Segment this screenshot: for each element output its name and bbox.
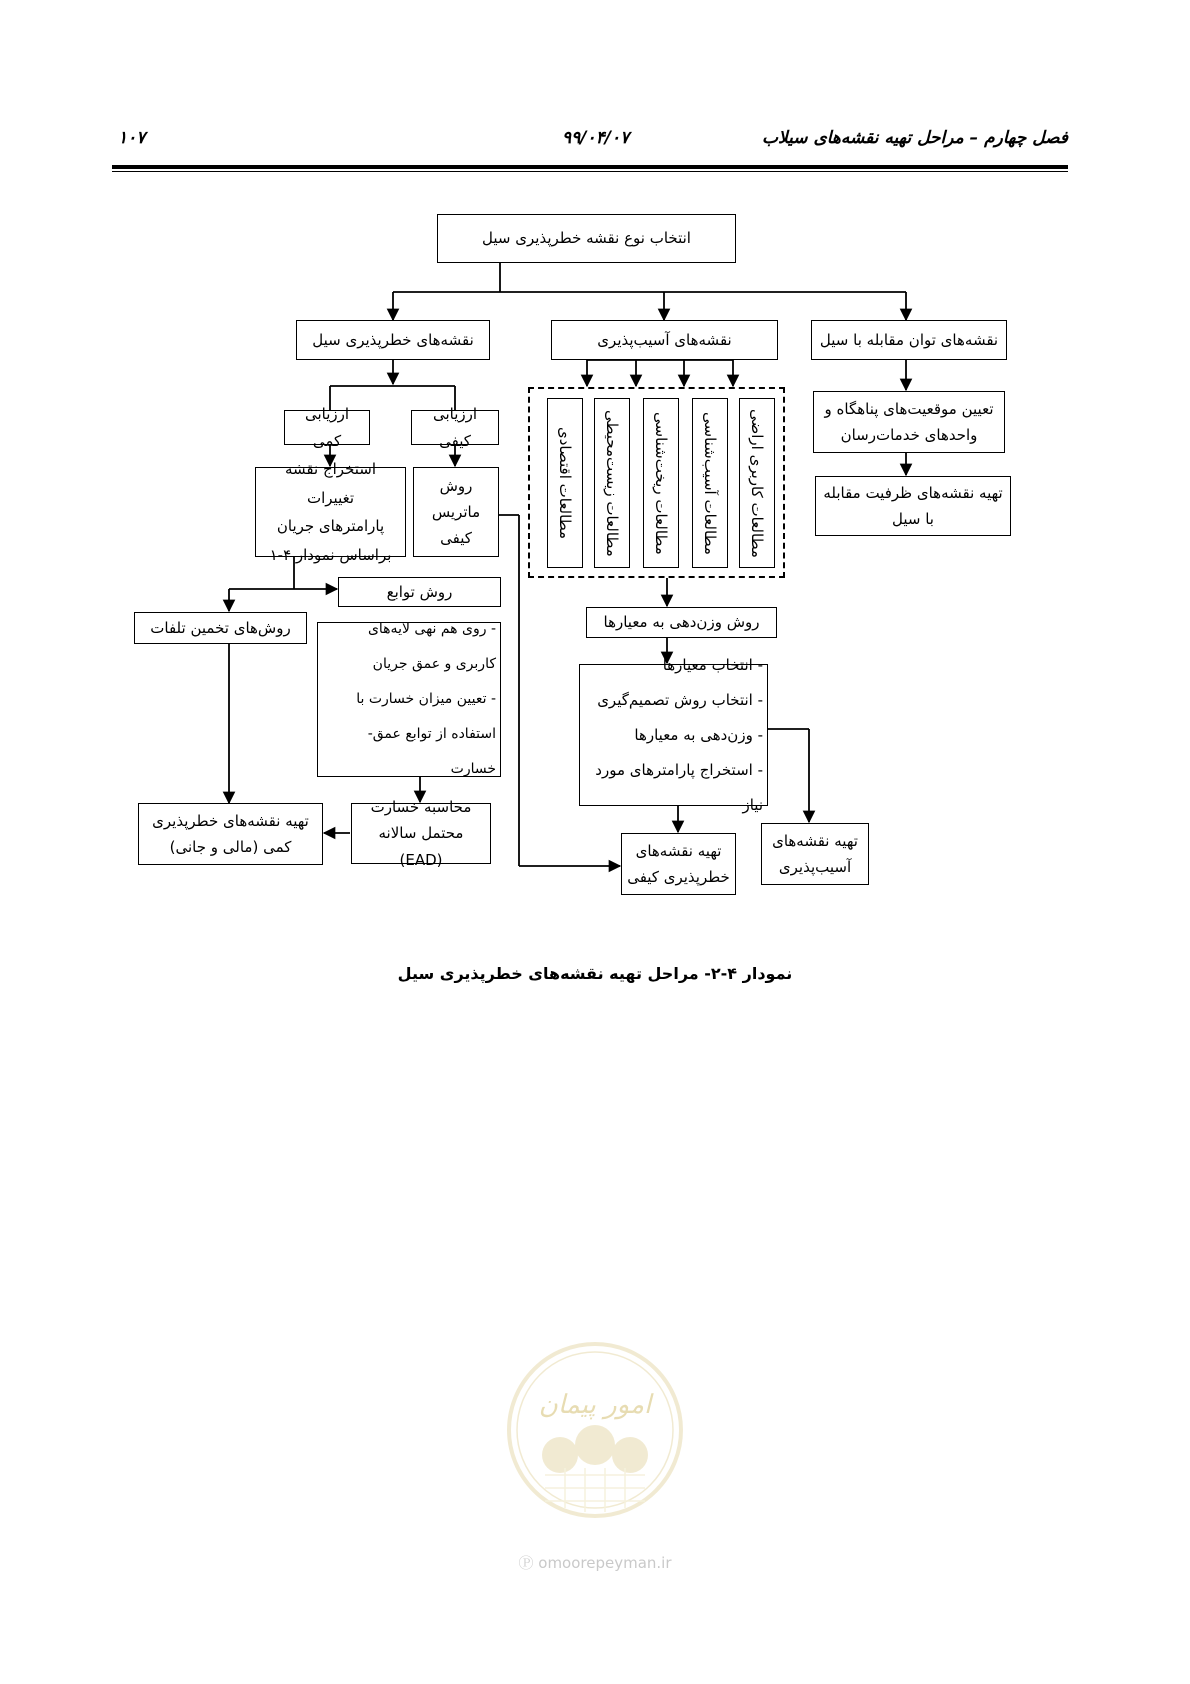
text-line: کیفی [440,529,472,548]
text-line: محتمل سالانه (EAD) [378,824,464,869]
text-line: استفاده از توابع عمق- خسارت [367,726,496,777]
text-line: محاسبه خسارت [370,798,472,817]
functions-label: روش توابع [386,582,453,601]
ead-box [351,798,491,869]
loss-estimation-box [134,612,307,644]
text-line: روش ماتریس [431,476,481,521]
capacity-title-box [811,320,1007,360]
text-line: کاربری و عمق جریان [372,656,496,672]
weighting-label: روش وزن‌دهی به معیارها [603,613,760,632]
text-line: - روی هم نهی لایه‌های [367,621,496,637]
qualitative-box [411,405,499,450]
text-line: با سیل [892,510,934,528]
text-line: تعیین موقعیت‌های پناهگاه و [824,399,994,418]
overlay-steps-box [317,622,501,777]
step-item: - انتخاب روش تصمیم‌گیری [597,690,763,709]
watermark-logo [505,1340,685,1520]
capacity-result-box [815,476,1011,536]
weighting-method-box [586,607,777,638]
study-land-use [739,398,775,568]
root-box [437,214,736,263]
root-label: انتخاب نوع نقشه خطرپذیری سیل [482,229,691,248]
text-line: براساس نمودار ۴-۱ [269,545,392,564]
text-line: کمی (مالی و جانی) [169,838,292,856]
watermark-site: Ⓟ omoorepeyman.ir [518,1554,672,1572]
text-line: تهیه نقشه‌های [772,831,858,850]
study-label: مطالعات کاربری اراضی [748,408,766,558]
capacity-title: نقشه‌های توان مقابله با سیل [819,330,999,349]
qualitative-result-box [621,833,736,895]
figure-caption: نمودار ۴-۲- مراحل تهیه نقشه‌های خطرپذیری سیل [397,964,793,983]
study-label: مطالعات ریخت‌شناسی [652,411,670,555]
watermark-site-text: omoorepeyman.ir [538,1554,672,1572]
step-item: - انتخاب معیارها [662,655,763,674]
page-number: ۱۰۷ [118,128,146,148]
text-line: خطرپذیری کیفی [627,868,730,886]
weighting-steps-box [579,655,768,814]
step-item: - وزن‌دهی به معیارها [634,725,763,744]
text-line: آسیب‌پذیری [778,858,852,876]
study-label: مطالعات آسیب‌شناسی [701,411,719,555]
qualitative-label: ارزیابی کیفی [432,405,478,450]
study-label: مطالعات زیست‌محیطی [603,409,621,557]
functions-method-box [338,577,501,607]
quantitative-result-box [138,803,323,865]
text-line: واحدهای خدمات‌رسان [840,426,978,444]
chapter-title: فصل چهارم – مراحل تهیه نقشه‌های سیلاب [762,128,1068,148]
study-morphology [643,398,679,568]
header-date: ۹۹/۰۴/۰۷ [562,128,630,148]
risk-title: نقشه‌های خطرپذیری سیل [312,330,474,349]
loss-estimation-label: روش‌های تخمین تلفات [150,618,291,637]
text-line: تهیه نقشه‌های خطرپذیری [152,811,309,830]
flow-parameters-box [255,460,406,564]
quantitative-box [284,405,370,450]
study-label: مطالعات اقتصادی [556,426,574,540]
watermark-text: امور پیمان [538,1390,652,1420]
text-line: پارامترهای جریان [276,517,385,535]
shelter-location-box [813,391,1005,453]
text-line: استخراج نقشه تغییرات [284,460,377,507]
text-line: - تعیین میزان خسارت با [356,691,496,707]
qualitative-matrix-box [413,467,499,557]
study-pathology [692,398,728,568]
study-economic [547,398,583,568]
step-item: - استخراج پارامترهای مورد نیاز [595,760,763,814]
study-environment [594,398,630,568]
quantitative-label: ارزیابی کمی [304,405,350,450]
vulnerability-title: نقشه‌های آسیب‌پذیری [597,330,732,349]
text-line: تهیه نقشه‌های [635,841,722,860]
text-line: تهیه نقشه‌های ظرفیت مقابله [823,483,1003,502]
vulnerability-result-box [761,823,869,885]
risk-title-box [296,320,490,360]
vulnerability-title-box [551,320,778,360]
